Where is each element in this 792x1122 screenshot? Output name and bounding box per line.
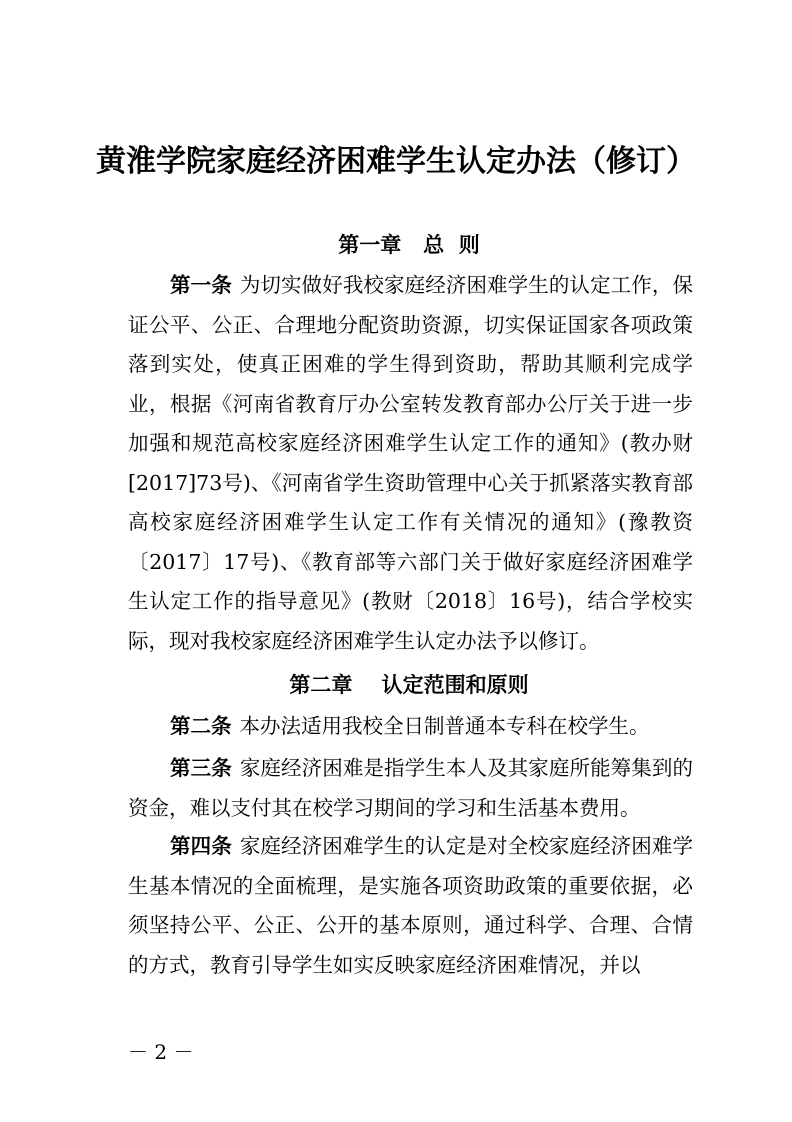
document-title: 黄淮学院家庭经济困难学生认定办法（修订） <box>96 144 696 179</box>
article-4-text: 家庭经济困难学生的认定是对全校家庭经济困难学生基本情况的全面梳理，是实施各项资助政策的重要依据，必须坚持公平、公正、公开的基本原则，通过科学、合理、合情的方式，教育引导学生如实反映家庭经济困难情况，并以 <box>128 834 693 977</box>
article-1 <box>128 266 693 661</box>
article-3 <box>128 749 693 828</box>
page-number: － 2 － <box>128 1040 194 1064</box>
article-1-text: 为切实做好我校家庭经济困难学生的认定工作，保证公平、公正、合理地分配资助资源，切实保证国家各项政策落到实处，使真正困难的学生得到资助，帮助其顺利完成学业，根据《河南省教育厅办公室转发教育部办公厅关于进一步加强和规范高校家庭经济困难学生认定工作的通知》(教办财[2017]73号)、《河南省学生资助管理中心关于抓紧落实教育部高校家庭经济困难学生认定工作有关情况的通知》(豫教资〔2017〕17号)、《教育部等六部门关于做好家庭经济困难学生认定工作的指导意见》(教财〔2018〕16号)，结合学校实际，现对我校家庭经济困难学生认定办法予以修订。 <box>128 273 693 653</box>
article-4 <box>128 827 693 985</box>
article-1-label: 第一条 <box>170 273 232 297</box>
chapter-2-heading: 第二章 认定范围和原则 <box>289 672 529 697</box>
article-3-label: 第三条 <box>170 756 232 780</box>
article-2 <box>128 707 693 747</box>
article-4-label: 第四条 <box>170 834 232 858</box>
article-3-text: 家庭经济困难是指学生本人及其家庭所能筹集到的资金，难以支付其在校学习期间的学习和生活基本费用。 <box>128 756 693 820</box>
article-2-text: 本办法适用我校全日制普通本专科在校学生。 <box>239 714 650 738</box>
article-2-label: 第二条 <box>170 714 232 738</box>
chapter-1-heading: 第一章 总 则 <box>338 232 480 257</box>
